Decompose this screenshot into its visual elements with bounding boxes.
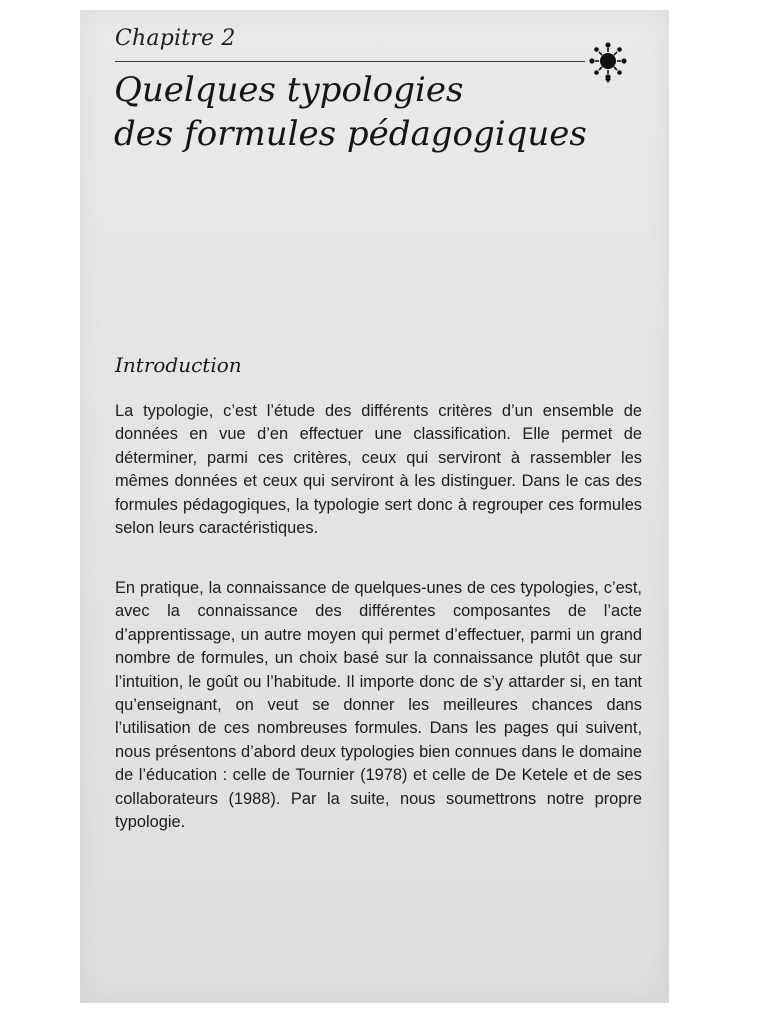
book-page [80,10,669,1003]
chapter-title-line-1: Quelques typologies [114,70,464,110]
chapter-title [114,68,654,156]
chapter-label: Chapitre 2 [115,26,236,51]
body-paragraph-2: En pratique, la connaissance de quelques-unes de ces typologies, c’est, avec la connaissance des différentes composantes de l’acte d’apprentissage, un autre moyen qui permet d’effectuer, parmi un grand nombre de formules, un choix basé sur la connaissance plutôt que sur l’intuition, le goût ou l’habitude. Il importe donc de s’y attarder si, en tant qu’enseignant, on veut se donner les meilleures chances dans l’utilisation de ces nombreuses formules. Dans les pages qui suivent, nous présentons d’abord deux typologies bien connues dans le domaine de l’éducation : celle de Tournier (1978) et celle de De Ketele et de ses collaborateurs (1988). Par la suite, nous soumettrons notre propre typologie. [115,579,642,832]
chapter-divider [115,61,585,62]
chapter-title-line-2: des formules pédagogiques [114,114,587,154]
section-heading: Introduction [115,353,242,377]
body-paragraph-1: La typologie, c’est l’étude des différents critères d’un ensemble de données en vue d’en effectuer une classification. Elle permet de déterminer, parmi ces critères, ceux qui serviront à rassembler les mêmes données et ceux qui serviront à les distinguer. Dans le cas des formules pédagogiques, la typologie sert donc à regrouper ces formules selon leurs caractéristiques. [115,402,642,538]
